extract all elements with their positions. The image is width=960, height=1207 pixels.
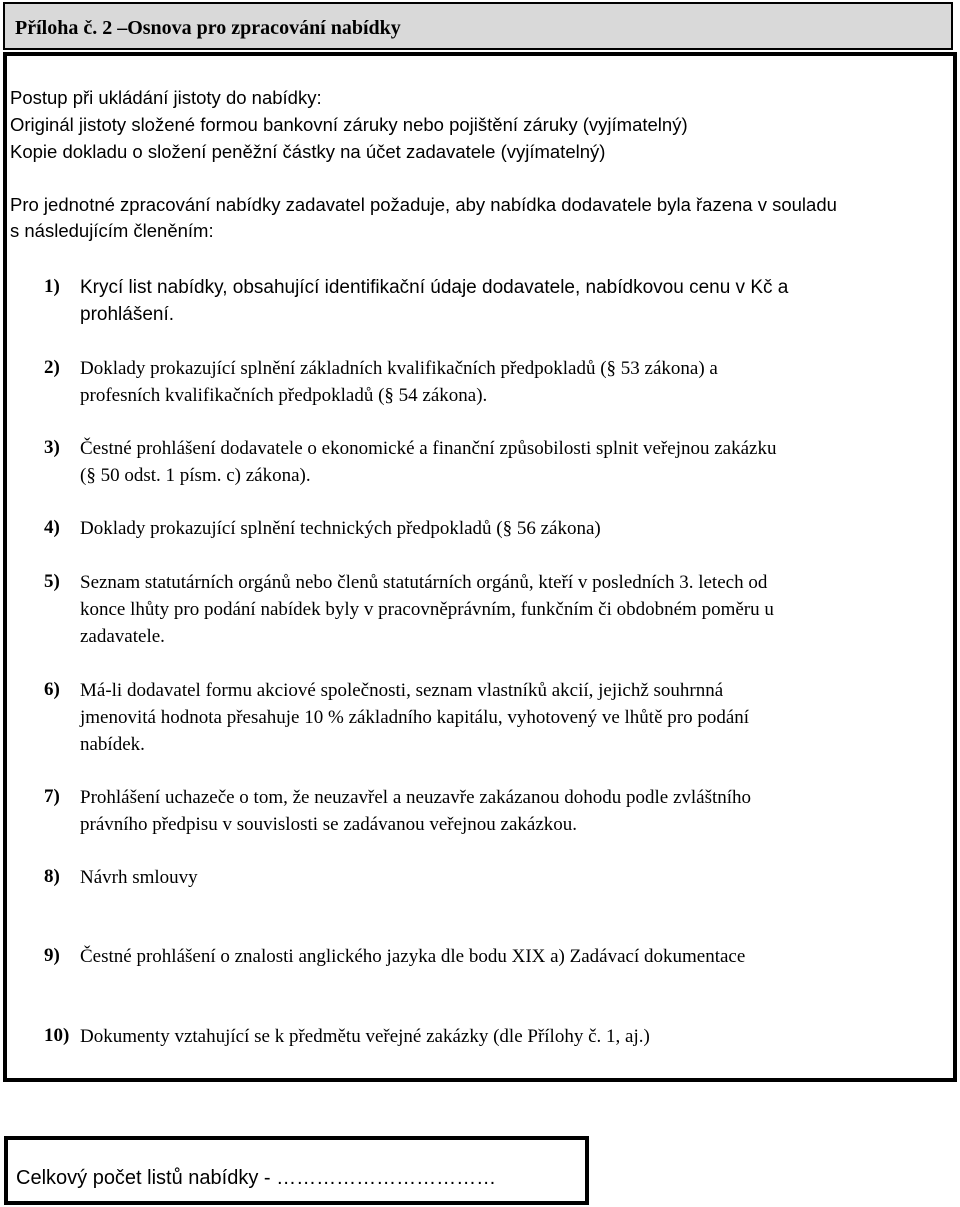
item-line: Čestné prohlášení o znalosti anglického jazyka dle bodu XIX a) Zadávací dokumentace: [80, 946, 746, 967]
header-box: [3, 2, 953, 50]
item-number: 1): [44, 276, 60, 297]
item-line: Dokumenty vztahující se k předmětu veřejné zakázky (dle Přílohy č. 1, aj.): [80, 1026, 650, 1047]
page-title: Příloha č. 2 –Osnova pro zpracování nabídky: [15, 17, 401, 39]
item-line: Prohlášení uchazeče o tom, že neuzavřel a neuzavře zakázanou dohodu podle zvláštního: [80, 787, 752, 808]
item-number: 10): [44, 1025, 70, 1046]
intro-heading: Postup při ukládání jistoty do nabídky:: [10, 87, 322, 108]
intro-paragraph-line-2: s následujícím členěním:: [10, 220, 214, 241]
item-number: 5): [44, 571, 60, 592]
sheet-count-box: [4, 1136, 589, 1205]
item-line: konce lhůty pro podání nabídek byly v pracovněprávním, funkčním či obdobném poměru u: [80, 599, 774, 620]
item-line: prohlášení.: [80, 304, 175, 325]
list-item: [80, 943, 745, 970]
intro-paragraph-line-1: Pro jednotné zpracování nabídky zadavatel požaduje, aby nabídka dodavatele byla řazena v souladu: [10, 194, 837, 215]
item-line: jmenovitá hodnota přesahuje 10 % základního kapitálu, vyhotovený ve lhůtě pro podání: [80, 707, 750, 728]
item-line: Krycí list nabídky, obsahující identifikační údaje dodavatele, nabídkovou cenu v Kč a: [80, 277, 789, 298]
item-line: profesních kvalifikačních předpokladů (§ 54 zákona).: [80, 385, 488, 406]
list-item: [80, 435, 776, 489]
item-line: Čestné prohlášení dodavatele o ekonomické a finanční způsobilosti splnit veřejnou zakázku: [80, 438, 777, 459]
item-line: právního předpisu v souvislosti se zadávanou veřejnou zakázkou.: [80, 814, 578, 835]
item-line: Má-li dodavatel formu akciové společnosti, seznam vlastníků akcií, jejichž souhrnná: [80, 680, 724, 701]
item-number: 3): [44, 437, 60, 458]
list-item: [80, 515, 601, 542]
intro-line-original: Originál jistoty složené formou bankovní záruky nebo pojištění záruky (vyjímatelný): [10, 114, 688, 135]
item-number: 8): [44, 866, 60, 887]
list-item: [80, 784, 751, 838]
item-number: 2): [44, 357, 60, 378]
list-item: [80, 569, 774, 650]
item-number: 7): [44, 786, 60, 807]
item-line: Doklady prokazující splnění základních kvalifikačních předpokladů (§ 53 zákona) a: [80, 358, 718, 379]
item-number: 4): [44, 517, 60, 538]
list-item: [80, 355, 718, 409]
item-line: (§ 50 odst. 1 písm. c) zákona).: [80, 465, 311, 486]
intro-line-copy: Kopie dokladu o složení peněžní částky na účet zadavatele (vyjímatelný): [10, 141, 606, 162]
sheet-count-label: Celkový počet listů nabídky - ……………………………: [16, 1167, 497, 1189]
list-item: [80, 677, 749, 758]
item-line: zadavatele.: [80, 626, 165, 647]
item-line: Seznam statutárních orgánů nebo členů statutárních orgánů, kteří v posledních 3. letech od: [80, 572, 768, 593]
list-item: [80, 274, 788, 328]
item-line: Doklady prokazující splnění technických předpokladů (§ 56 zákona): [80, 518, 601, 539]
item-line: nabídek.: [80, 734, 145, 755]
list-item: [80, 864, 198, 891]
item-number: 9): [44, 945, 60, 966]
list-item: [80, 1023, 650, 1050]
item-line: Návrh smlouvy: [80, 867, 198, 888]
item-number: 6): [44, 679, 60, 700]
